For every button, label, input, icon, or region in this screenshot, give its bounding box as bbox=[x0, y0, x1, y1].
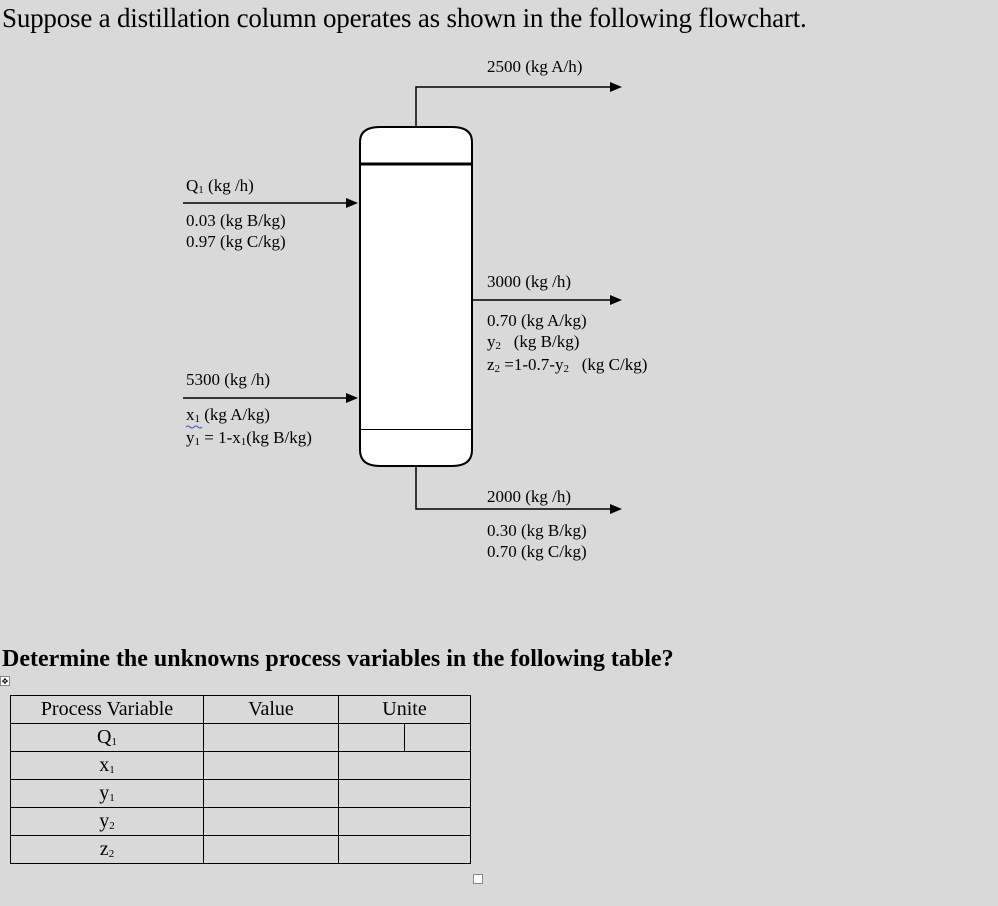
unit-cell[interactable] bbox=[339, 780, 471, 808]
split-cell[interactable] bbox=[404, 723, 471, 752]
feed1-comp-b: 0.03 (kg B/kg) bbox=[186, 211, 286, 230]
table-move-handle[interactable]: ✥ bbox=[1, 677, 9, 686]
table-row bbox=[11, 808, 471, 836]
row-variable-q1: Q1 bbox=[11, 724, 204, 752]
column-top-cap bbox=[360, 127, 472, 164]
feed2-comp-a: x1 (kg A/kg) bbox=[186, 405, 270, 425]
bottom-stream-flow-label: 2000 (kg /h) bbox=[487, 487, 572, 506]
bottom-stream-comp-b: 0.30 (kg B/kg) bbox=[487, 521, 587, 540]
row-variable-z2: z2 bbox=[11, 836, 204, 864]
side-stream-flow-label: 3000 (kg /h) bbox=[487, 272, 572, 291]
feed2-comp-b: y1 = 1-x1(kg B/kg) bbox=[186, 428, 312, 448]
top-stream-arrow bbox=[610, 82, 622, 92]
side-stream-comp-b: y2 (kg B/kg) bbox=[487, 332, 580, 352]
value-cell[interactable] bbox=[204, 836, 339, 864]
value-cell[interactable] bbox=[204, 752, 339, 780]
top-stream-line bbox=[416, 87, 612, 127]
bottom-stream-comp-c: 0.70 (kg C/kg) bbox=[487, 542, 587, 561]
value-cell[interactable] bbox=[204, 780, 339, 808]
question-heading: Determine the unknowns process variables in the following table? bbox=[2, 646, 674, 672]
header-unite: Unite bbox=[339, 696, 471, 724]
row-variable-y1: y1 bbox=[11, 780, 204, 808]
problem-statement: Suppose a distillation column operates as shown in the following flowchart. bbox=[2, 3, 807, 33]
row-variable-y2: y2 bbox=[11, 808, 204, 836]
feed1-comp-c: 0.97 (kg C/kg) bbox=[186, 232, 286, 251]
feed2-flow-label: 5300 (kg /h) bbox=[186, 370, 271, 389]
table-header-row bbox=[11, 696, 471, 724]
column-body bbox=[360, 164, 472, 430]
unit-cell[interactable] bbox=[339, 752, 471, 780]
process-variable-table bbox=[10, 695, 471, 864]
table-row bbox=[11, 752, 471, 780]
table-row bbox=[11, 724, 471, 752]
side-stream-comp-c: z2 =1-0.7-y2 (kg C/kg) bbox=[487, 355, 648, 375]
feed1-arrow bbox=[346, 198, 358, 208]
column-bottom-cap bbox=[360, 430, 472, 466]
unit-cell[interactable] bbox=[339, 808, 471, 836]
bottom-stream-arrow bbox=[610, 504, 622, 514]
table-row bbox=[11, 836, 471, 864]
value-cell[interactable] bbox=[204, 724, 339, 752]
side-stream-comp-a: 0.70 (kg A/kg) bbox=[487, 311, 587, 330]
feed2-arrow bbox=[346, 393, 358, 403]
value-cell[interactable] bbox=[204, 808, 339, 836]
side-stream-arrow bbox=[610, 295, 622, 305]
header-process-variable: Process Variable bbox=[11, 696, 204, 724]
row-variable-x1: x1 bbox=[11, 752, 204, 780]
unit-cell[interactable] bbox=[339, 724, 471, 752]
table-resize-handle[interactable] bbox=[473, 874, 483, 884]
feed1-flow-label: Q1 (kg /h) bbox=[186, 176, 254, 196]
top-stream-label: 2500 (kg A/h) bbox=[487, 57, 583, 76]
header-value: Value bbox=[204, 696, 339, 724]
table-row bbox=[11, 780, 471, 808]
unit-cell[interactable] bbox=[339, 836, 471, 864]
